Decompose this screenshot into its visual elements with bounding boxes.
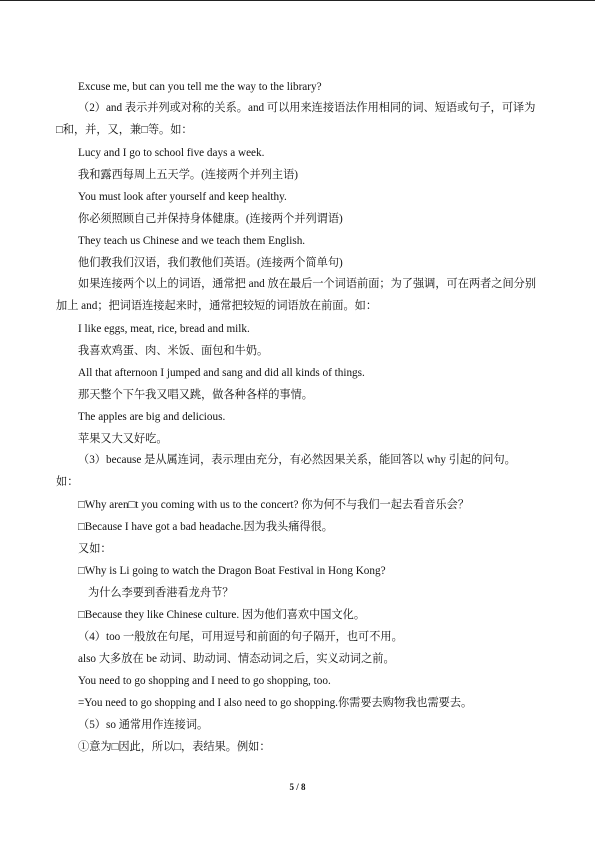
text-line: 我喜欢鸡蛋、肉、米饭、面包和牛奶。 <box>78 345 269 357</box>
paragraph-and: （2）and 表示并列或对称的关系。and 可以用来连接语法作用相同的词、短语或句子，可译为□和，并，又，兼□等。如： <box>56 102 536 136</box>
text-line: 为什么李要到香港看龙舟节？ <box>88 587 234 599</box>
text-line: 那天整个下午我又唱又跳，做各种各样的事情。 <box>78 389 313 401</box>
paragraph-because: （3）because 是从属连词，表示理由充分，有必然因果关系，能回答以 why 引起的问句。如： <box>56 454 516 488</box>
text-line: 我和露西每周上五天学。(连接两个并列主语) <box>78 169 299 181</box>
text-line: Lucy and I go to school five days a week. <box>78 147 265 159</box>
text-line: You must look after yourself and keep healthy. <box>78 191 287 203</box>
text-line: 又如： <box>78 543 112 555</box>
text-line: □Because I have got a bad headache.因为我头痛得很。 <box>78 521 333 533</box>
text-line: You need to go shopping and I need to go shopping, too. <box>78 675 331 687</box>
text-line: □Why aren□t you coming with us to the concert? 你为何不与我们一起去看音乐会？ <box>78 499 470 511</box>
text-line: All that afternoon I jumped and sang and did all kinds of things. <box>78 367 365 379</box>
text-line: 苹果又大又好吃。 <box>78 433 168 445</box>
text-line: 他们教我们汉语，我们教他们英语。(连接两个简单句) <box>78 257 343 269</box>
page-top-border <box>0 0 595 1</box>
text-line: □Because they like Chinese culture. 因为他们喜欢中国文化。 <box>78 609 366 621</box>
text-line: （4）too 一般放在句尾，可用逗号和前面的句子隔开，也可不用。 <box>78 631 403 643</box>
paragraph-multiple-words: 如果连接两个以上的词语，通常把 and 放在最后一个词语前面；为了强调，可在两者之间分别加上 and；把词语连接起来时，通常把较短的词语放在前面。如： <box>56 278 537 312</box>
page-number: 5 / 8 <box>289 782 306 792</box>
text-line: 你必须照顾自己并保持身体健康。(连接两个并列谓语) <box>78 213 343 225</box>
text-line: also 大多放在 be 动词、助动词、情态动词之后，实义动词之前。 <box>78 653 395 665</box>
text-line: They teach us Chinese and we teach them English. <box>78 235 306 247</box>
text-line: Excuse me, but can you tell me the way to the library? <box>78 81 322 93</box>
text-line: =You need to go shopping and I also need to go shopping.你需要去购物我也需要去。 <box>78 697 473 709</box>
text-line: （5）so 通常用作连接词。 <box>78 719 209 731</box>
text-line: I like eggs, meat, rice, bread and milk. <box>78 323 250 335</box>
text-line: ①意为□因此，所以□，表结果。例如： <box>78 741 271 753</box>
text-line: □Why is Li going to watch the Dragon Boat Festival in Hong Kong? <box>78 565 386 577</box>
text-line: The apples are big and delicious. <box>78 411 226 423</box>
